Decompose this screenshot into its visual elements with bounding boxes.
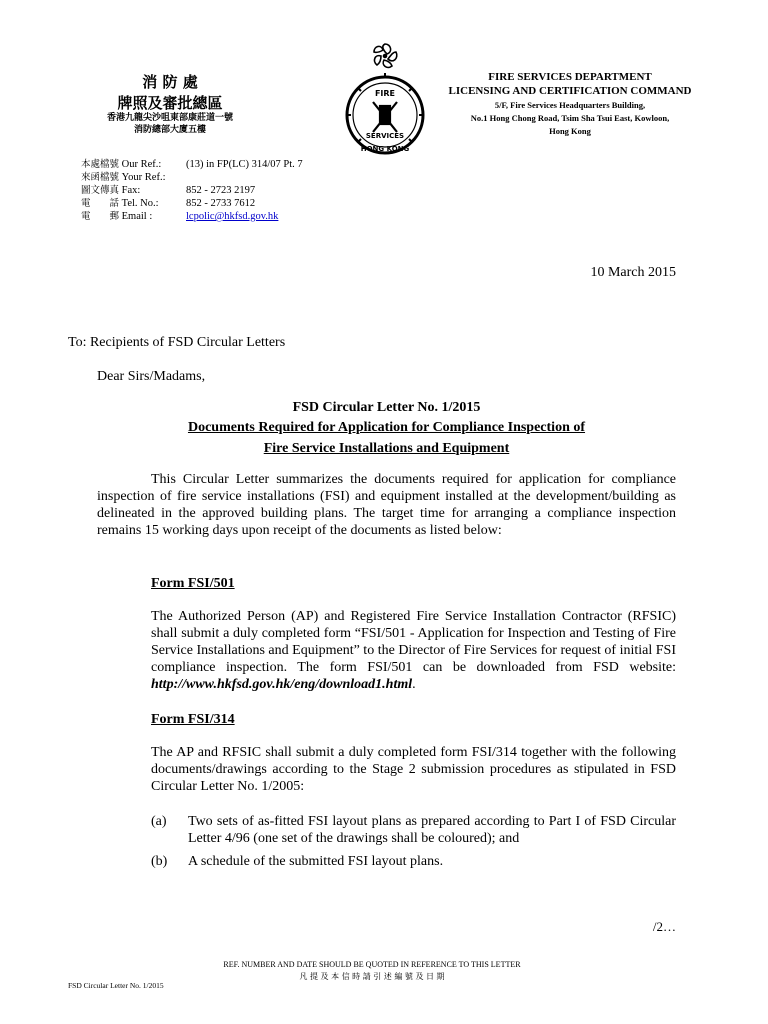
zh-address-line-1: 香港九龍尖沙咀東部康莊道一號 (106, 113, 233, 123)
section-paragraph-fsi501-text: The Authorized Person (AP) and Registered Fire Service Installation Contractor (RFSIC) shall submit a duly completed form “FSI/501 - Application for Inspection and Testing of Fire Service Installations and Equipment” to the Director of Fire Services for request of initial FSI compliance inspection. The form FSI/501 can be downloaded from FSD website: (151, 609, 676, 675)
ref-row-tel (81, 195, 255, 209)
list-item-label: (a) (151, 814, 167, 829)
list-item (151, 813, 676, 847)
ref-label-zh: 電 郵 (81, 211, 120, 222)
ref-row-fax (81, 182, 255, 196)
ref-row-your-ref (81, 169, 186, 183)
ref-label-zh: 本處檔號 (81, 159, 120, 170)
en-department-name: FIRE SERVICES DEPARTMENT (488, 71, 652, 83)
circular-subtitle-line-2: Fire Service Installations and Equipment (263, 441, 510, 456)
ref-value-fax: 852 - 2723 2197 (186, 185, 256, 196)
emblem-text-bottom: HONG KONG (360, 145, 410, 153)
email-link[interactable]: lcpolic@hkfsd.gov.hk (186, 211, 279, 222)
section-paragraph-fsi501 (151, 608, 676, 693)
fire-services-emblem (340, 40, 430, 158)
ref-value-tel: 852 - 2733 7612 (186, 198, 256, 209)
ref-label-zh: 圖文傳真 (81, 185, 120, 196)
page-continuation: /2… (652, 919, 676, 934)
download-url-link[interactable]: http://www.hkfsd.gov.hk/eng/download1.html (151, 677, 413, 692)
intro-paragraph (97, 471, 676, 539)
list-item (151, 853, 676, 870)
ref-row-email (81, 208, 278, 222)
zh-command-name: 牌照及審批總區 (117, 94, 223, 112)
en-address-line-1: 5/F, Fire Services Headquarters Building, (494, 100, 646, 110)
ref-label-en: Your Ref.: (121, 172, 166, 183)
footer-notice-en: REF. NUMBER AND DATE SHOULD BE QUOTED IN REFERENCE TO THIS LETTER (223, 960, 521, 969)
ref-label-zh: 電 話 (81, 198, 120, 209)
ref-label-en: Our Ref.: (121, 159, 162, 170)
circular-title: FSD Circular Letter No. 1/2015 (292, 400, 481, 415)
en-address-line-2: No.1 Hong Chong Road, Tsim Sha Tsui East, Kowloon, (470, 113, 670, 123)
intro-paragraph-text: This Circular Letter summarizes the documents required for application for compliance inspection of fire service installations (FSI) and equipment installed at the development/building as delineated in the approved building plans. The target time for arranging a compliance inspection remains 15 working days upon receipt of the documents as listed below: (97, 472, 676, 538)
list-item-text: Two sets of as-fitted FSI layout plans as prepared according to Part I of FSD Circular Letter 4/96 (one set of the drawings shall be coloured); and (188, 814, 676, 846)
list-item-text: A schedule of the submitted FSI layout plans. (188, 854, 444, 869)
zh-address-line-2: 消防總部大廈五樓 (133, 125, 206, 135)
circular-subtitle-line-1: Documents Required for Application for Compliance Inspection of (187, 420, 586, 435)
section-paragraph-fsi314: The AP and RFSIC shall submit a duly completed form FSI/314 together with the following documents/drawings according to the Stage 2 submission procedures as stipulated in FSD Circular Letter No. 1/2005: (151, 745, 676, 794)
ref-value-our-ref: (13) in FP(LC) 314/07 Pt. 7 (186, 159, 303, 170)
section-paragraph-fsi501-end: . (412, 677, 416, 692)
section-heading-fsi314: Form FSI/314 (151, 712, 235, 727)
ref-label-en: Email : (121, 211, 153, 222)
ref-label-zh: 來函檔號 (81, 172, 120, 183)
footer-notice-zh: 凡 提 及 本 信 時 請 引 述 編 號 及 日 期 (299, 972, 445, 981)
list-item-label: (b) (151, 854, 168, 869)
emblem-icon (340, 40, 430, 158)
letter-recipient: To: Recipients of FSD Circular Letters (68, 335, 286, 350)
footer-document-id: FSD Circular Letter No. 1/2015 (68, 981, 164, 990)
en-address-line-3: Hong Kong (549, 126, 591, 136)
emblem-text-mid: SERVICES (365, 132, 405, 140)
en-command-name: LICENSING AND CERTIFICATION COMMAND (448, 85, 692, 97)
section-heading-fsi501: Form FSI/501 (151, 576, 235, 591)
zh-department-name: 消 防 處 (142, 73, 198, 91)
letter-date: 10 March 2015 (590, 265, 676, 280)
ref-row-our-ref (81, 156, 303, 170)
emblem-text-top: FIRE (374, 89, 396, 98)
letter-salutation: Dear Sirs/Madams, (97, 369, 206, 384)
ref-label-en: Fax: (121, 185, 141, 196)
ref-label-en: Tel. No.: (121, 198, 159, 209)
